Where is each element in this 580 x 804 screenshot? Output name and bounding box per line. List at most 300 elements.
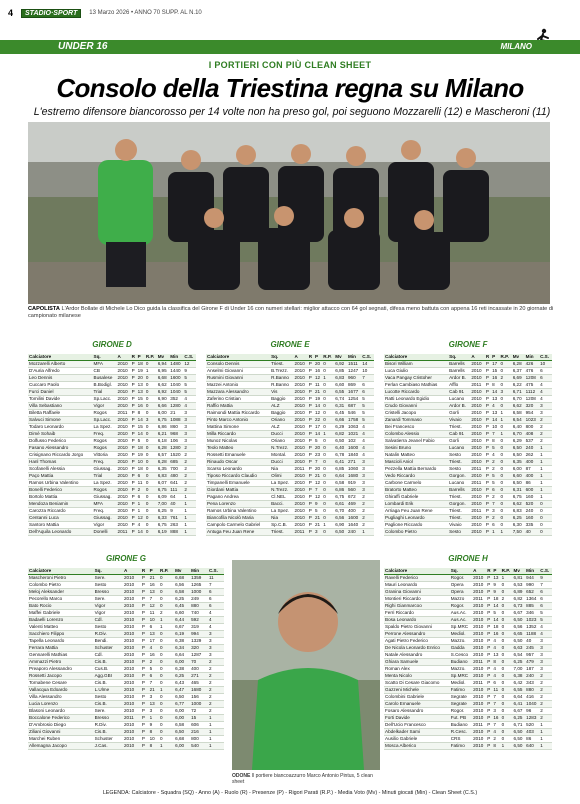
table-cell: 3 [183, 424, 196, 431]
table-cell: Blasoni Leonardo [28, 708, 94, 715]
table-cell: 2 [539, 701, 552, 708]
table-cell: 1112 [525, 389, 539, 396]
table-cell: 12 [314, 480, 322, 487]
table-cell: Tiposo Riccardo Claudio [206, 473, 270, 480]
table-cell: 6,86 [334, 487, 347, 494]
table-cell: 64 [169, 494, 183, 501]
table-row [384, 666, 552, 673]
table-row [384, 743, 552, 750]
table-cell: 21 [314, 389, 322, 396]
table-cell: 2010 [470, 361, 484, 368]
table-cell: La Spez. [270, 480, 293, 487]
table-cell: 6,45 [174, 603, 190, 610]
table-cell: 16 [492, 631, 500, 638]
table-cell: 319 [190, 624, 208, 631]
column-header: Calciatore [28, 354, 93, 361]
table-cell: Bortolo Mattia [28, 494, 93, 501]
table-cell: 6,50 [513, 743, 526, 750]
table-cell: 6,19 [157, 529, 170, 536]
table-cell: 2011 [472, 596, 486, 603]
table-cell: Schuster [94, 645, 123, 652]
table-cell: P [141, 673, 149, 680]
table-cell: 14 [491, 417, 499, 424]
table-cell: 1 [183, 494, 196, 501]
table-cell: P [141, 729, 149, 736]
table-cell: 0 [322, 445, 334, 452]
table-cell: 320 [190, 645, 208, 652]
table-cell: 6,21 [157, 431, 170, 438]
table-cell: P [308, 382, 314, 389]
table-cell: 15 [137, 424, 145, 431]
table-cell: 400 [190, 666, 208, 673]
table-cell: 2010 [470, 396, 484, 403]
table-cell: 6 [361, 382, 374, 389]
table-cell: 2010 [123, 617, 141, 624]
table-cell: 4 [361, 438, 374, 445]
table-cell: P [141, 638, 149, 645]
table-cell: Afflo [448, 382, 470, 389]
table-cell: 0 [159, 715, 174, 722]
table-cell: Cdl. [94, 652, 123, 659]
table-cell: 6,37 [512, 368, 525, 375]
table-row [384, 424, 552, 431]
table-cell: P [486, 673, 492, 680]
table-cell: CRS [450, 736, 472, 743]
table-cell: 7 [361, 375, 374, 382]
table-cell: 2010 [123, 666, 141, 673]
table-row [28, 515, 196, 522]
table-cell: 968 [169, 431, 183, 438]
table-cell: Cus.B. [94, 666, 123, 673]
group-title: GIRONE H [448, 554, 488, 563]
table-cell: 0 [500, 494, 512, 501]
table-cell: 0 [501, 680, 513, 687]
table-cell: 2010 [294, 508, 308, 515]
table-cell: 4 [539, 624, 552, 631]
table-row [384, 438, 552, 445]
table-cell: Opera [450, 589, 472, 596]
table-cell: 6,66 [334, 417, 347, 424]
column-header: A [123, 568, 141, 575]
table-cell: Sesini Bruno [384, 445, 448, 452]
table-cell: 6,68 [174, 736, 190, 743]
stats-table [384, 568, 552, 750]
table-cell: Barrells [448, 361, 470, 368]
table-cell: 2010 [294, 494, 308, 501]
table-cell: 6,42 [513, 680, 526, 687]
table-cell: 6,70 [512, 396, 525, 403]
table-cell: 6 [539, 596, 552, 603]
table-cell: 2010 [117, 368, 131, 375]
table-cell: 6,71 [513, 722, 526, 729]
table-cell: 1 [159, 687, 174, 694]
goalkeeper-illustration [232, 560, 380, 770]
table-cell: 0 [145, 389, 157, 396]
table-cell: Cab 91 [448, 389, 470, 396]
table-cell: 2010 [470, 487, 484, 494]
table-cell: Campolo Carmelo Gabriel [206, 522, 270, 529]
table-cell: 4 [491, 452, 499, 459]
table-cell: P [308, 529, 314, 536]
table-cell: Ratti Leonardo Egidio [384, 396, 448, 403]
table-cell: Segrate [450, 694, 472, 701]
table-cell: 1000 [190, 589, 208, 596]
table-cell: 1 [208, 736, 224, 743]
table-cell: 5 [539, 610, 552, 617]
table-cell: Salvuci Simone [28, 417, 93, 424]
table-cell: Raimondi Mattia Riccardo [206, 410, 270, 417]
table-cell: S.Cesco [450, 652, 472, 659]
table-cell: 1680 [347, 473, 361, 480]
table-cell: Dimè Sohaib [28, 431, 93, 438]
table-cell: 13 [491, 410, 499, 417]
table-cell: 2010 [472, 715, 486, 722]
table-row [28, 603, 224, 610]
table-cell: Freq. [93, 459, 117, 466]
table-cell: 2 [539, 687, 552, 694]
table-cell: 4 [539, 631, 552, 638]
table-cell: 2 [539, 673, 552, 680]
table-cell: 5 [361, 417, 374, 424]
table-row [384, 603, 552, 610]
table-cell: 11 [137, 480, 145, 487]
table-cell: 2010 [470, 522, 484, 529]
table-cell: 2 [183, 480, 196, 487]
table-cell: 2010 [123, 610, 141, 617]
table-cell: Bratorto Matteo [384, 487, 448, 494]
table-cell: Triest. [448, 494, 470, 501]
table-cell: 6,00 [174, 743, 190, 750]
table-cell: 2010 [117, 466, 131, 473]
table-cell: P [486, 743, 492, 750]
table-cell: 12 [183, 361, 196, 368]
table-cell: 0 [500, 382, 512, 389]
table-cell: 4 [361, 445, 374, 452]
table-cell: 6,50 [512, 480, 525, 487]
table-cell: 320 [525, 403, 539, 410]
table-row [384, 382, 552, 389]
table-cell: Ferri Riccardo [384, 610, 450, 617]
table-cell: 7,00 [157, 501, 170, 508]
table-cell: P [141, 715, 149, 722]
table-cell: Roman Alex [384, 666, 450, 673]
table-cell: 1088 [169, 417, 183, 424]
table-row [384, 452, 552, 459]
table-cell: 880 [190, 603, 208, 610]
table-row [28, 445, 196, 452]
table-cell: 13 [137, 389, 145, 396]
column-header: Calciatore [384, 568, 450, 575]
table-cell: P [141, 666, 149, 673]
table-cell: 10 [149, 617, 159, 624]
table-cell: 0 [500, 515, 512, 522]
table-cell: 469 [347, 501, 361, 508]
table-cell: Bonelli Federico [28, 487, 93, 494]
table-cell: 0 [501, 666, 513, 673]
table-cell: 0 [159, 708, 174, 715]
table-cell: 6 [539, 589, 552, 596]
table-row [206, 522, 374, 529]
table-cell: La Spez. [93, 480, 117, 487]
table-cell: 400 [347, 508, 361, 515]
table-cell: 7 [492, 701, 500, 708]
table-cell: 2 [361, 508, 374, 515]
table-cell: 240 [525, 508, 539, 515]
table-cell: 6,07 [157, 480, 170, 487]
goalkeeper-caption [232, 773, 382, 785]
table-cell: Bresso [94, 589, 123, 596]
table-row [384, 694, 552, 701]
table-cell: 0 [322, 515, 334, 522]
table-cell: P [308, 480, 314, 487]
table-cell: P [308, 515, 314, 522]
table-cell: 6,22 [512, 382, 525, 389]
table-cell: 6,00 [512, 466, 525, 473]
table-cell: Crudo Giovanni [384, 403, 448, 410]
table-cell: Salvatierra Jeanel Fabio [384, 438, 448, 445]
table-cell: 2010 [470, 389, 484, 396]
table-cell: Dolfusso Federico [28, 438, 93, 445]
table-cell: 6,70 [334, 508, 347, 515]
table-cell: 3 [539, 652, 552, 659]
table-cell: 1600 [347, 515, 361, 522]
table-row [28, 680, 224, 687]
table-cell: 7 [208, 582, 224, 589]
table-cell: Sere. [94, 596, 123, 603]
table-cell: 6 [208, 596, 224, 603]
table-cell: 2010 [472, 624, 486, 631]
table-cell: 2011 [470, 480, 484, 487]
table-cell: 0 [500, 445, 512, 452]
table-cell: 4 [492, 673, 500, 680]
table-cell: 0 [501, 701, 513, 708]
table-cell: 2010 [117, 375, 131, 382]
table-cell: 352 [169, 396, 183, 403]
table-cell: 5 [314, 438, 322, 445]
table-cell: 1280 [169, 403, 183, 410]
table-row [28, 361, 196, 368]
table-cell: Forti Davide [384, 715, 450, 722]
table-cell: 6,60 [334, 382, 347, 389]
table-cell: P [141, 631, 149, 638]
table-row [28, 522, 196, 529]
table-cell: 7 [149, 596, 159, 603]
table-cell: 1 [208, 715, 224, 722]
table-cell: 6,25 [174, 673, 190, 680]
table-cell: Agati Pietro Federico [384, 638, 450, 645]
table-cell: 1 [183, 508, 196, 515]
table-row [384, 480, 552, 487]
table-cell: 1 [539, 480, 552, 487]
table-row [28, 368, 196, 375]
table-cell: 403 [525, 729, 539, 736]
table-cell: 4 [492, 638, 500, 645]
table-cell: 6,55 [334, 389, 347, 396]
table-cell: 0 [159, 659, 174, 666]
edition-info: 13 Marzo 2026 • ANNO 70 SUPP. AL N.10 [89, 10, 202, 16]
table-row [206, 494, 374, 501]
table-cell: P [485, 501, 491, 508]
table-cell: 2010 [117, 424, 131, 431]
table-cell: 18 [137, 445, 145, 452]
stats-table [28, 568, 224, 750]
table-cell: 3 [208, 631, 224, 638]
table-cell: 480 [169, 473, 183, 480]
table-cell: 2011 [117, 529, 131, 536]
column-header: A [472, 568, 486, 575]
table-cell: 6,68 [174, 575, 190, 582]
table-row [384, 487, 552, 494]
table-cell: Sp.MRC [450, 624, 472, 631]
table-cell: Fasano Alessandro [28, 445, 93, 452]
table-cell: 17 [491, 361, 499, 368]
table-cell: 0 [322, 473, 334, 480]
table-girone-h [384, 556, 552, 750]
table-cell: Opera [450, 582, 472, 589]
table-cell: P [485, 424, 491, 431]
table-cell: 957 [525, 652, 539, 659]
table-cell: P [131, 389, 137, 396]
table-cell: Bosa Leonardo [384, 617, 450, 624]
legend: LEGENDA: Calciatore - Squadra (SQ) - Anno (A) - Ruolo (R) - Presenze (P) - Rigori Parati (R.P.) - Media Voto (Mv) - Minuti giocati (Min) - Clean Sheet (C.S.) [102, 790, 478, 796]
table-cell: Mazzo. [450, 666, 472, 673]
table-cell: P [308, 452, 314, 459]
table-cell: 2010 [470, 445, 484, 452]
table-cell: 687 [347, 403, 361, 410]
table-cell: Donelli [93, 529, 117, 536]
table-cell: 1 [159, 617, 174, 624]
table-cell: P [131, 466, 137, 473]
table-cell: P [486, 715, 492, 722]
table-cell: 14 [492, 617, 500, 624]
table-cell: Ferrara Mattia [28, 645, 94, 652]
table-cell: Zanardi Tommaso [384, 417, 448, 424]
table-row [28, 438, 196, 445]
table-cell: 6,50 [513, 617, 526, 624]
table-cell: P [308, 473, 314, 480]
table-cell: 0 [322, 382, 334, 389]
table-cell: 6 [137, 494, 145, 501]
table-cell: 1287 [190, 652, 208, 659]
table-cell: 6,75 [512, 494, 525, 501]
table-cell: Segrate [450, 701, 472, 708]
table-cell: 6,68 [157, 375, 170, 382]
table-cell: 0 [159, 694, 174, 701]
table-cell: 1758 [347, 417, 361, 424]
table-cell: Montieri Riccardo [384, 596, 450, 603]
table-cell: 6 [491, 522, 499, 529]
table-cell: 2 [361, 522, 374, 529]
table-cell: Sp.Lacc. [93, 417, 117, 424]
table-cell: Cuccaro Paolo [28, 382, 93, 389]
table-cell: 0 [500, 487, 512, 494]
table-cell: 1000 [190, 701, 208, 708]
table-cell: N.Trezz. [270, 445, 293, 452]
photo-caption [28, 306, 568, 320]
table-cell: Ghiraffi Gabriele [384, 494, 448, 501]
table-cell: 6,62 [512, 403, 525, 410]
table-row [384, 715, 552, 722]
table-cell: 1677 [347, 389, 361, 396]
table-cell: 6,75 [157, 522, 170, 529]
column-header: P [492, 568, 500, 575]
table-cell: Bisori William [384, 361, 448, 368]
table-cell: 2010 [294, 522, 308, 529]
table-cell: P [486, 610, 492, 617]
table-cell: 6,38 [174, 638, 190, 645]
category-bar [0, 40, 580, 54]
table-cell: P [131, 410, 137, 417]
table-cell: 20 [314, 466, 322, 473]
table-cell: Bato Rocio [28, 603, 94, 610]
table-cell: P [141, 708, 149, 715]
table-cell: Sesto [94, 582, 123, 589]
table-cell: 3 [314, 529, 322, 536]
table-cell: 6,31 [334, 403, 347, 410]
table-cell: 0 [145, 494, 157, 501]
table-cell: 0 [501, 736, 513, 743]
table-cell: D'Ambrosio Diego [28, 722, 94, 729]
table-girone-f [384, 342, 552, 536]
table-cell: 21 [314, 515, 322, 522]
table-cell: 0 [145, 466, 157, 473]
table-cell: 3 [145, 417, 157, 424]
table-cell: 0 [322, 466, 334, 473]
table-row [28, 410, 196, 417]
table-cell: 3 [361, 466, 374, 473]
table-cell: Raffio Mattia [206, 403, 270, 410]
table-cell: Mazzo. [450, 638, 472, 645]
table-cell: 6,50 [334, 529, 347, 536]
table-cell: 18 [492, 596, 500, 603]
table-cell: 6,55 [513, 687, 526, 694]
table-cell: Lucotte Riccardo [384, 389, 448, 396]
table-row [384, 708, 552, 715]
table-cell: Ferlan Cambiaso Mathias [384, 382, 448, 389]
table-cell: 5 [183, 389, 196, 396]
table-cell: 0 [145, 522, 157, 529]
table-cell: Sesto [448, 466, 470, 473]
table-cell: 2011 [117, 410, 131, 417]
table-cell: Gadda [450, 645, 472, 652]
table-cell: Mozzarelli Alberto [28, 361, 93, 368]
table-cell: P [131, 403, 137, 410]
table-cell: P [486, 603, 492, 610]
table-cell: P [308, 508, 314, 515]
table-cell: Todaro Leonardo [28, 424, 93, 431]
table-cell: 5 [183, 375, 196, 382]
table-cell: 1480 [169, 361, 183, 368]
table-cell: Biletta Raffaele [28, 410, 93, 417]
table-cell: 2010 [123, 736, 141, 743]
table-cell: P [486, 582, 492, 589]
table-cell: 21 [149, 575, 159, 582]
table-cell: 6,64 [513, 694, 526, 701]
table-cell: 3 [208, 638, 224, 645]
table-cell: Trial [93, 389, 117, 396]
team-photo [28, 122, 550, 304]
table-cell: 9 [492, 589, 500, 596]
column-header: Sq. [270, 354, 293, 361]
table-cell: 2010 [470, 452, 484, 459]
table-row [384, 403, 552, 410]
table-cell: P [485, 368, 491, 375]
table-cell: Sesto [94, 694, 123, 701]
section-label: MILANO [500, 42, 532, 51]
table-cell: Mosca Alberico [384, 743, 450, 750]
table-cell: 1208 [525, 375, 539, 382]
table-cell: Aus.Ac. [450, 617, 472, 624]
